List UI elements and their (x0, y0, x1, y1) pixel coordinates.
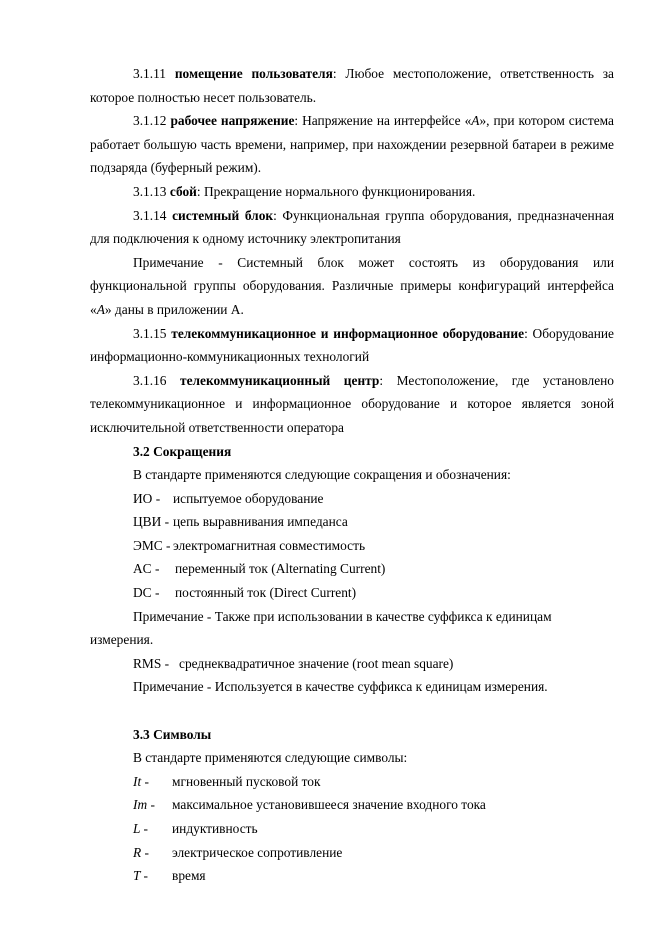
abbr-row: ИО - испытуемое оборудование (133, 490, 324, 506)
term: системный блок (172, 207, 274, 223)
abbr-row: DC - постоянный ток (Direct Current) (133, 585, 357, 601)
abbr-row: ЦВИ - цепь выравнивания импеданса (133, 514, 348, 530)
clause-3-1-13: 3.1.13 сбой: Прекращение нормального функционирования. (133, 183, 476, 199)
note-system-block: Примечание - Системный блок может состоять из оборудования или функциональной группы оборудования. Различные примеры конфигураций интерфейса «А» даны в приложении А. (90, 254, 614, 317)
clause-3-1-15: 3.1.15 телекоммуникационное и информационное оборудование: Оборудование информационно-коммуникационных технологий (90, 325, 614, 365)
section-heading-abbreviations: 3.2 Сокращения (133, 443, 232, 459)
abbreviations-note-1: Примечание - Также при использовании в качестве суффикса к единицам измерения. (90, 608, 552, 648)
clause-3-1-14: 3.1.14 системный блок: Функциональная группа оборудования, предназначенная для подключения к одному источнику электропитания (90, 207, 614, 247)
symbol-row: R - электрическое сопротивление (133, 844, 343, 860)
abbreviations-intro: В стандарте применяются следующие сокращения и обозначения: (133, 467, 511, 483)
symbol-row: L - индуктивность (133, 821, 258, 836)
document-page (90, 62, 614, 888)
clause-3-1-12: 3.1.12 рабочее напряжение: Напряжение на интерфейсе «А», при котором система работает большую часть времени, например, при нахождении резервной батареи в режиме подзаряда (буферный режим). (90, 113, 614, 176)
term: телекоммуникационный центр (180, 372, 380, 388)
symbol-row: It - мгновенный пусковой ток (133, 773, 321, 789)
abbreviations-note-2: Примечание - Используется в качестве суффикса к единицам измерения. (133, 679, 548, 695)
symbol-row: T - время (133, 868, 206, 884)
term: рабочее напряжение (170, 113, 295, 129)
term: сбой (169, 183, 197, 199)
clause-3-1-16: 3.1.16 телекоммуникационный центр: Местоположение, где установлено телекоммуникационное и информационное оборудование и которое является зоной исключительной ответственности оператора (90, 372, 614, 435)
symbols-intro: В стандарте применяются следующие символы: (133, 750, 408, 766)
term: помещение пользователя (174, 66, 333, 81)
clause-3-1-11: 3.1.11 помещение пользователя: Любое местоположение, ответственность за которое полностью несет пользователь. (90, 66, 614, 105)
abbr-row: ЭМС - электромагнитная совместимость (133, 537, 366, 553)
symbol-row: Im - максимальное установившееся значение входного тока (133, 797, 486, 813)
section-heading-symbols: 3.3 Символы (133, 726, 212, 742)
term: телекоммуникационное и информационное оборудование (171, 325, 525, 341)
abbr-row: AC - переменный ток (Alternating Current) (133, 561, 386, 577)
abbr-row: RMS - среднеквадратичное значение (root mean square) (133, 655, 454, 671)
